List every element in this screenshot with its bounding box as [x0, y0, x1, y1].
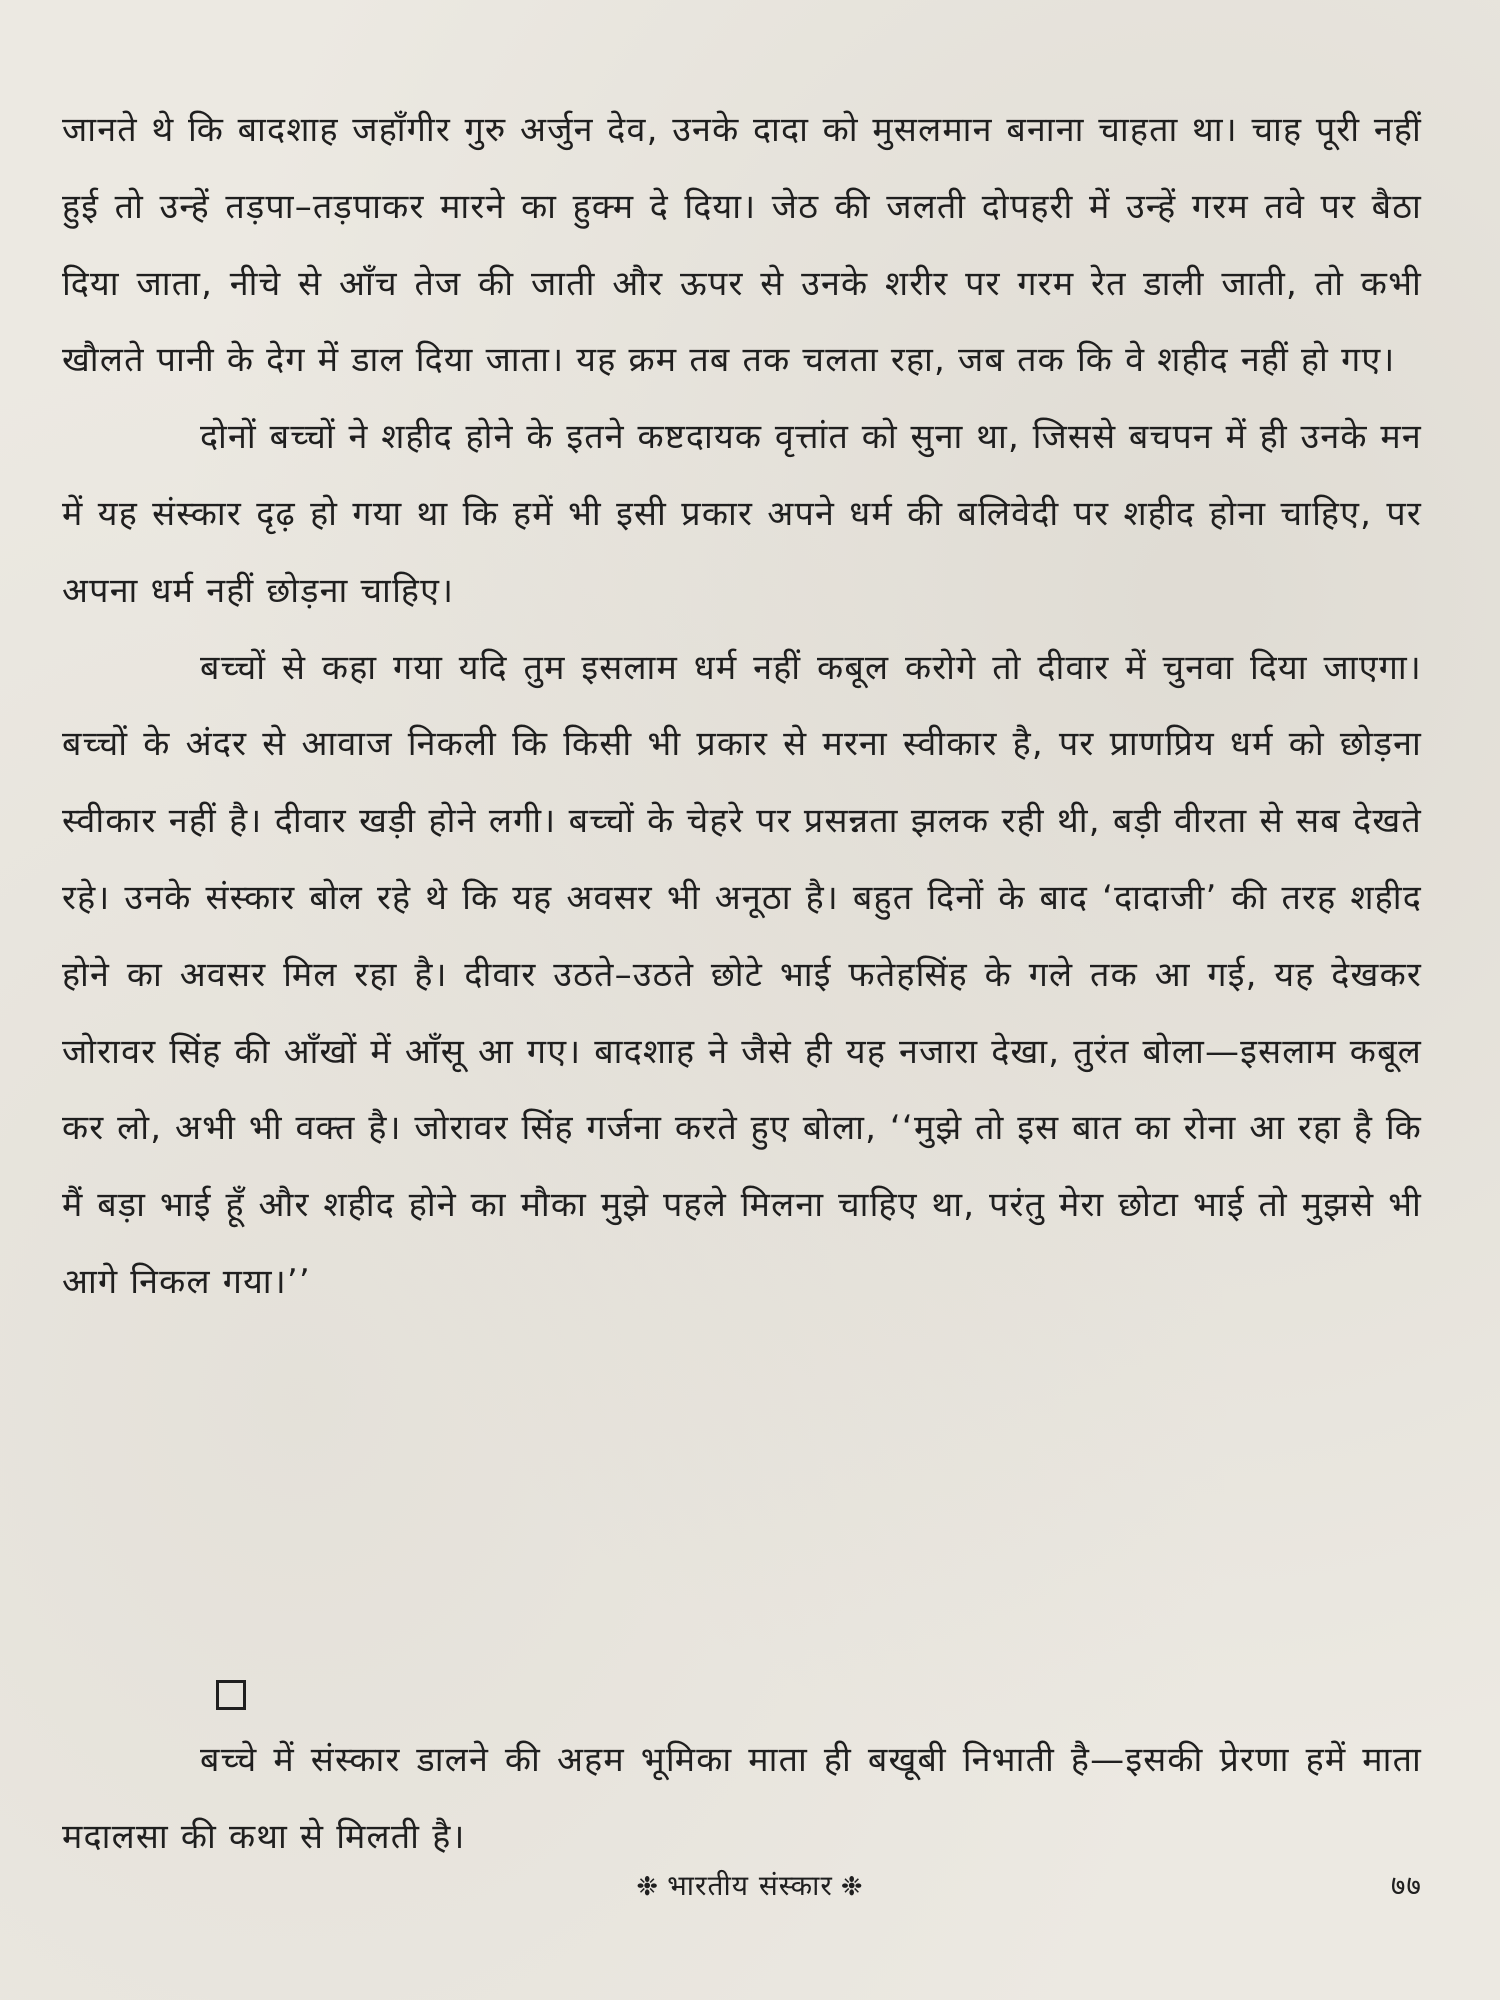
body-text	[62, 92, 1422, 1321]
closing-section	[62, 1722, 1422, 1876]
closing-paragraph: बच्चे में संस्कार डालने की अहम भूमिका माता ही बखूबी निभाती है—इसकी प्रेरणा हमें माता मदालसा की कथा से मिलती है।	[62, 1740, 1422, 1857]
running-title-text: भारतीय संस्कार	[667, 1869, 833, 1902]
asterisk-ornament-icon: ❉	[840, 1872, 864, 1902]
page-number: ७७	[1390, 1869, 1422, 1902]
page-footer	[0, 1858, 1500, 1918]
asterisk-ornament-icon: ❉	[636, 1872, 660, 1902]
section-divider-box-icon	[216, 1680, 246, 1710]
paragraph-3: बच्चों से कहा गया यदि तुम इसलाम धर्म नहीं कबूल करोगे तो दीवार में चुनवा दिया जाएगा। बच्चों के अंदर से आवाज निकली कि किसी भी प्रकार से मरना स्वीकार है, पर प्राणप्रिय धर्म को छोड़ना स्वीकार नहीं है। दीवार खड़ी होने लगी। बच्चों के चेहरे पर प्रसन्नता झलक रही थी, बड़ी वीरता से सब देखते रहे। उनके संस्कार बोल रहे थे कि यह अवसर भी अनूठा है। बहुत दिनों के बाद ‘दादाजी’ की तरह शहीद होने का अवसर मिल रहा है। दीवार उठते–उठते छोटे भाई फतेहसिंह के गले तक आ गई, यह देखकर जोरावर सिंह की आँखों में आँसू आ गए। बादशाह ने जैसे ही यह नजारा देखा, तुरंत बोला—इसलाम कबूल कर लो, अभी भी वक्त है। जोरावर सिंह गर्जना करते हुए बोला, ‘‘मुझे तो इस बात का रोना आ रहा है कि मैं बड़ा भाई हूँ और शहीद होने का मौका मुझे पहले मिलना चाहिए था, परंतु मेरा छोटा भाई तो मुझसे भी आगे निकल गया।’’	[62, 647, 1422, 1302]
paragraph-1: जानते थे कि बादशाह जहाँगीर गुरु अर्जुन देव, उनके दादा को मुसलमान बनाना चाहता था। चाह पूरी नहीं हुई तो उन्हें तड़पा–तड़पाकर मारने का हुक्म दे दिया। जेठ की जलती दोपहरी में उन्हें गरम तवे पर बैठा दिया जाता, नीचे से आँच तेज की जाती और ऊपर से उनके शरीर पर गरम रेत डाली जाती, तो कभी खौलते पानी के देग में डाल दिया जाता। यह क्रम तब तक चलता रहा, जब तक कि वे शहीद नहीं हो गए।	[62, 110, 1422, 381]
paragraph-2: दोनों बच्चों ने शहीद होने के इतने कष्टदायक वृत्तांत को सुना था, जिससे बचपन में ही उनके मन में यह संस्कार दृढ़ हो गया था कि हमें भी इसी प्रकार अपने धर्म की बलिवेदी पर शहीद होना चाहिए, पर अपना धर्म नहीं छोड़ना चाहिए।	[62, 417, 1422, 611]
running-title	[0, 1866, 1500, 1904]
